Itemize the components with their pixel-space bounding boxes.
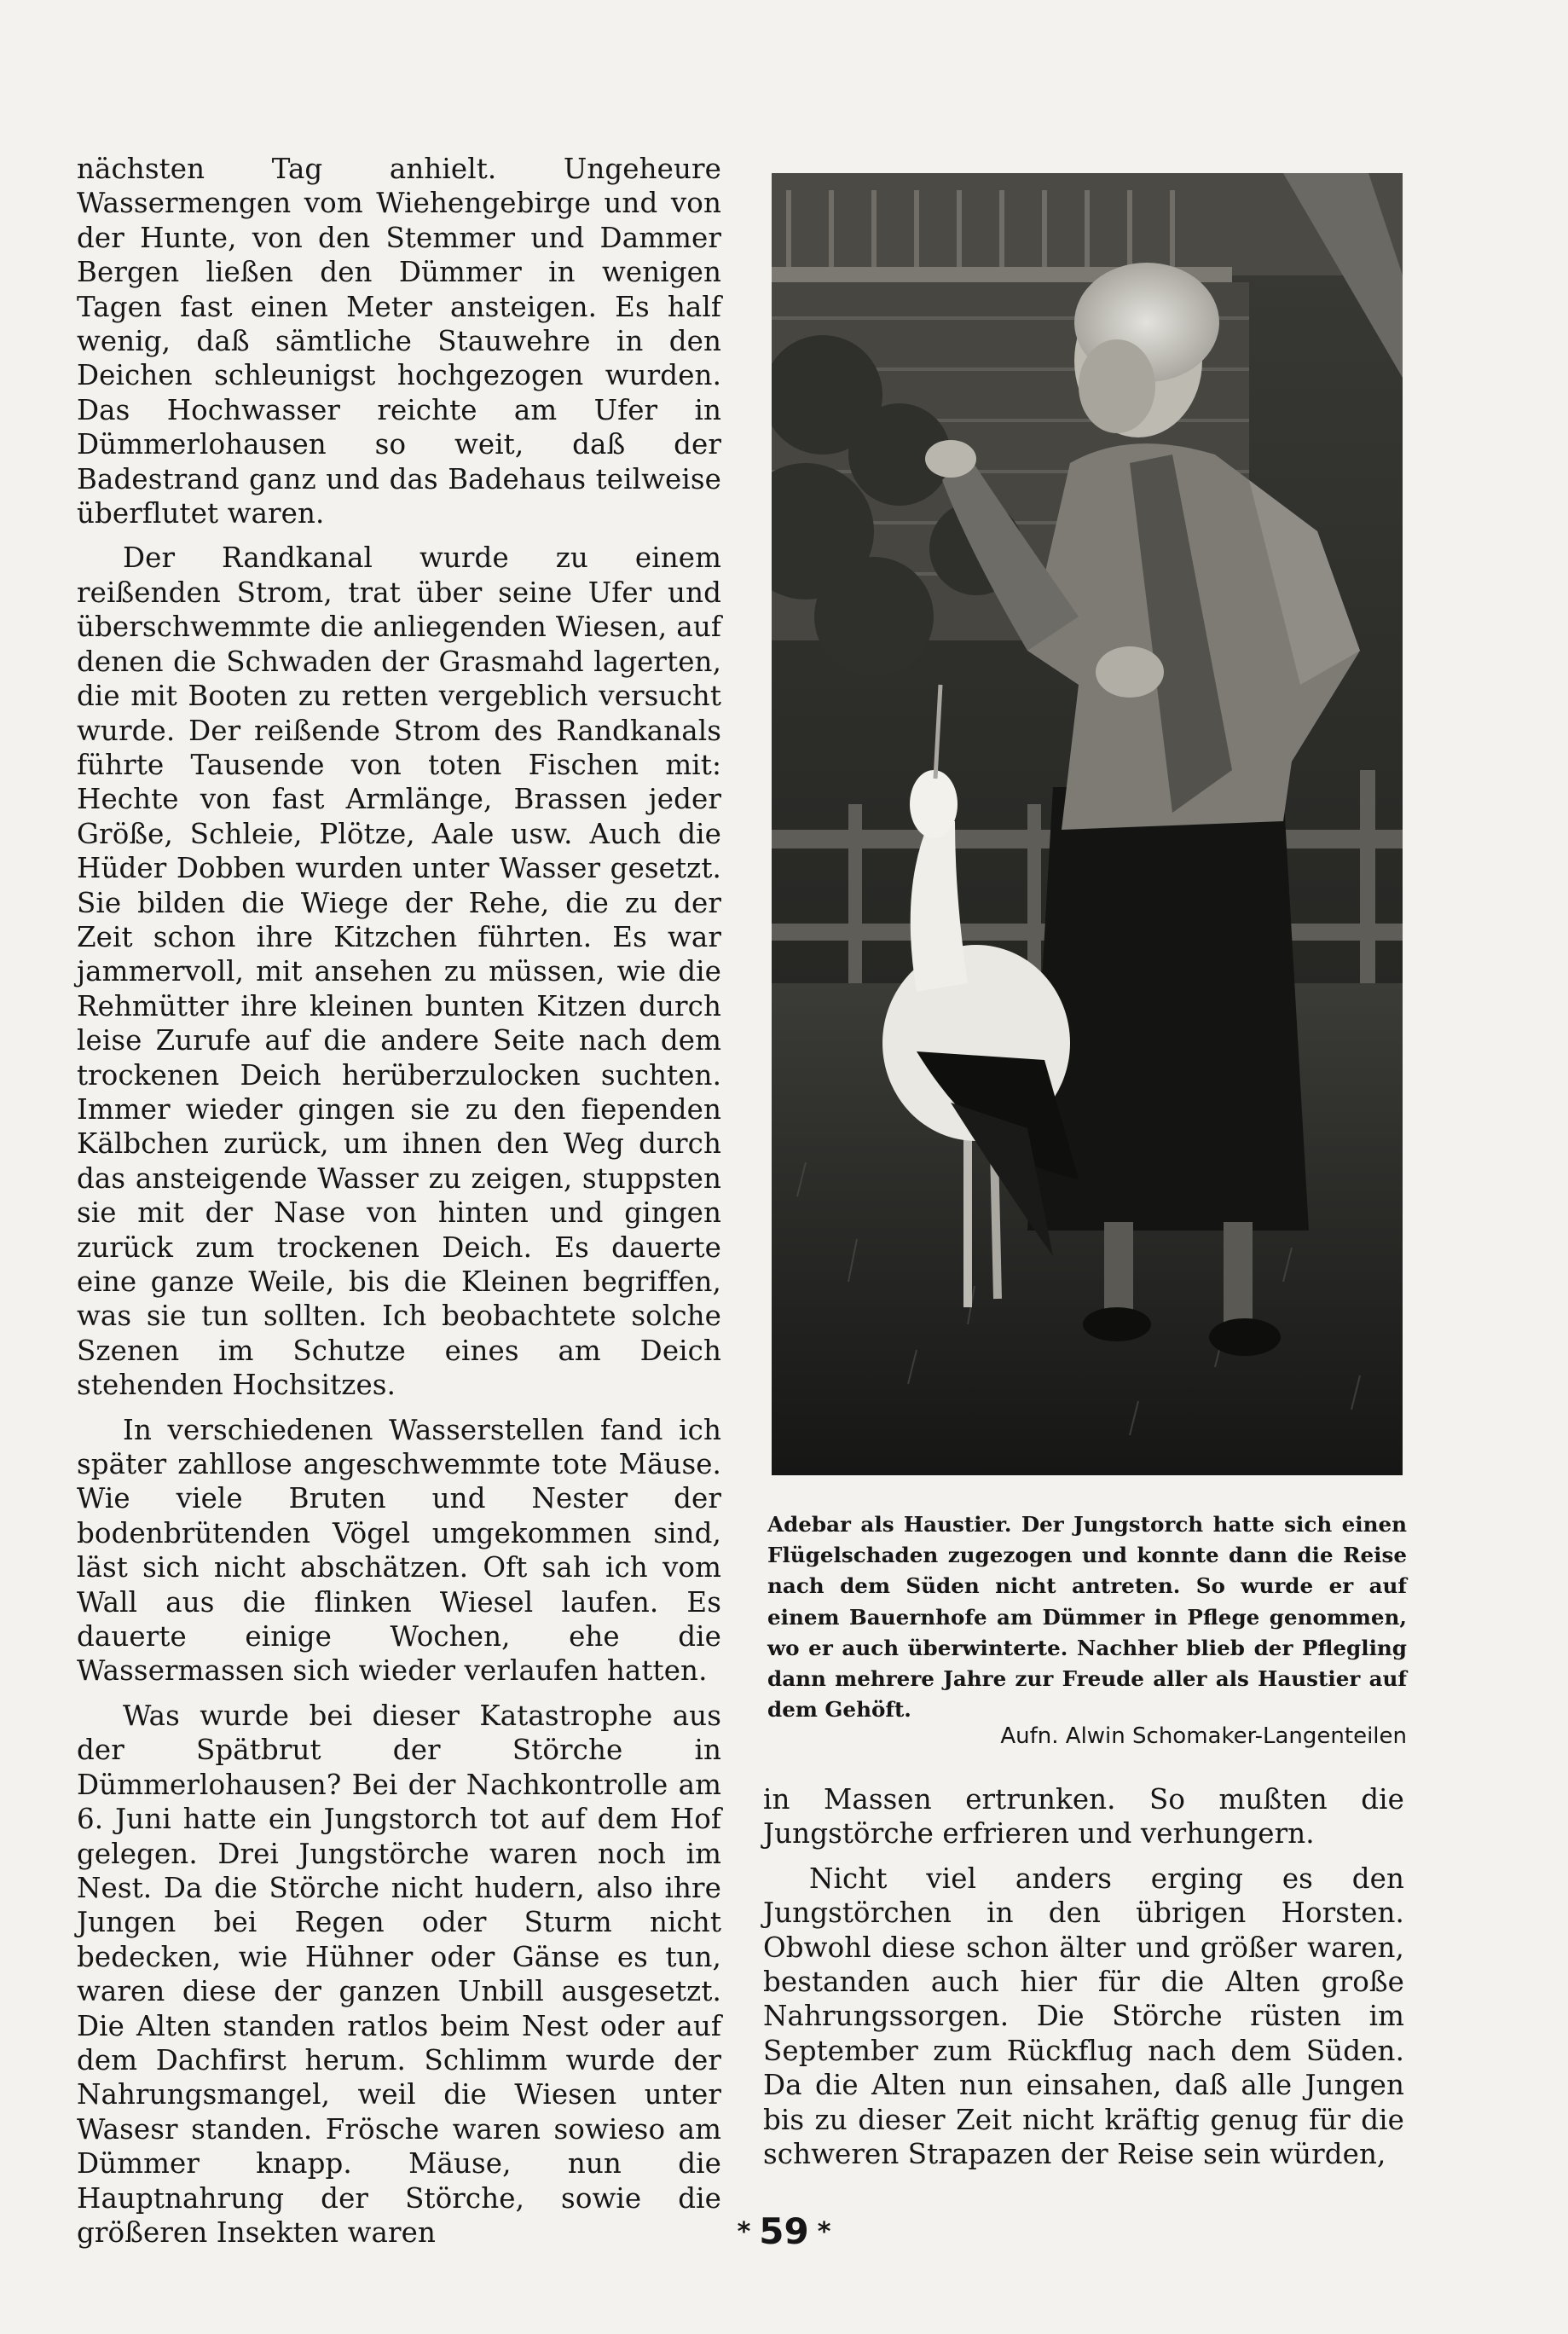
photo-caption: Adebar als Haustier. Der Jungstorch hatte sich einen Flügelschaden zugezogen und konnte dann die Reise nach dem Süden nicht antreten. So wurde er auf einem Bauernhofe am Dümmer in Pflege genommen, wo er auch überwinterte. Nachher blieb der Pflegling dann mehrere Jahre zur Freude aller als Haustier auf dem Gehöft. bbox=[767, 1512, 1407, 1723]
paragraph: Nicht viel anders erging es den Jungstörchen in den übrigen Horsten. Obwohl diese schon älter und größer waren, bestanden auch hier für die Alten große Nahrungssorgen. Die Störche rüsten im September zum Rückflug nach dem Süden. Da die Alten nun einsahen, daß alle Jungen bis zu dieser Zeit nicht kräftig genug für die schweren Strapazen der Reise sein würden, bbox=[763, 1862, 1404, 2171]
stork-photo bbox=[772, 173, 1403, 1475]
star-ornament: * bbox=[817, 2217, 831, 2247]
left-text-column bbox=[77, 152, 721, 2260]
page-number-footer bbox=[0, 2210, 1568, 2252]
paragraph: in Massen ertrunken. So mußten die Jungstörche erfrieren und verhungern. bbox=[763, 1783, 1404, 1850]
page-number: 59 bbox=[759, 2210, 809, 2252]
star-ornament: * bbox=[737, 2217, 751, 2247]
paragraph: Der Randkanal wurde zu einem reißenden Strom, trat über seine Ufer und überschwemmte die anliegenden Wiesen, auf denen die Schwaden der Grasmahd lagerten, die mit Booten zu retten vergeblich versucht wurde. Der reißende Strom des Randkanals führte Tausende von toten Fischen mit: Hechte von fast Armlänge, Brassen jeder Größe, Schleie, Plötze, Aale usw. Auch die Hüder Dobben wurden unter Wasser gesetzt. Sie bilden die Wiege der Rehe, die zu der Zeit schon ihre Kitzchen führten. Es war jammervoll, mit ansehen zu müssen, wie die Rehmütter ihre kleinen bunten Kitzen durch leise Zurufe auf die andere Seite nach dem trockenen Deich herüberzulocken suchten. Immer wieder gingen sie zu den fiependen Kälbchen zurück, um ihnen den Weg durch das ansteigende Wasser zu zeigen, stuppsten sie mit der Nase von hinten und gingen zurück zum trockenen Deich. Es dauerte eine ganze Weile, bis die Kleinen begriffen, was sie tun sollten. Ich beobachtete solche Szenen im Schutze eines am Deich stehenden Hochsitzes. bbox=[77, 542, 721, 1402]
paragraph: nächsten Tag anhielt. Ungeheure Wassermengen vom Wiehengebirge und von der Hunte, von den Stemmer und Dammer Bergen ließen den Dümmer in wenigen Tagen fast einen Meter ansteigen. Es half wenig, daß sämtliche Stauwehre in den Deichen schleunigst hochgezogen wurden. Das Hochwasser reichte am Ufer in Dümmerlohausen so weit, daß der Badestrand ganz und das Badehaus teilweise überflutet waren. bbox=[77, 153, 721, 530]
right-text-column bbox=[763, 1782, 1404, 2181]
paragraph: Was wurde bei dieser Katastrophe aus der Spätbrut der Störche in Dümmerlohausen? Bei der Nachkontrolle am 6. Juni hatte ein Jungstorch tot auf dem Hof gelegen. Drei Jungstörche waren noch im Nest. Da die Störche nicht hudern, also ihre Jungen bei Regen oder Sturm nicht bedecken, wie Hühner oder Gänse es tun, waren diese der ganzen Unbill ausgesetzt. Die Alten standen ratlos beim Nest oder auf dem Dachfirst herum. Schlimm wurde der Nahrungsmangel, weil die Wiesen unter Wasesr standen. Frösche waren sowieso am Dümmer knapp. Mäuse, nun die Hauptnahrung der Störche, sowie die größeren Insekten waren bbox=[77, 1699, 721, 2249]
paragraph: In verschiedenen Wasserstellen fand ich später zahllose angeschwemmte tote Mäuse. Wie viele Bruten und Nester der bodenbrütenden Vögel umgekommen sind, läst sich nicht abschätzen. Oft sah ich vom Wall aus die flinken Wiesel laufen. Es dauerte einige Wochen, ehe die Wassermassen sich wieder verlaufen hatten. bbox=[77, 1413, 721, 1688]
photo-credit: Aufn. Alwin Schomaker-Langenteilen bbox=[1000, 1723, 1407, 1749]
